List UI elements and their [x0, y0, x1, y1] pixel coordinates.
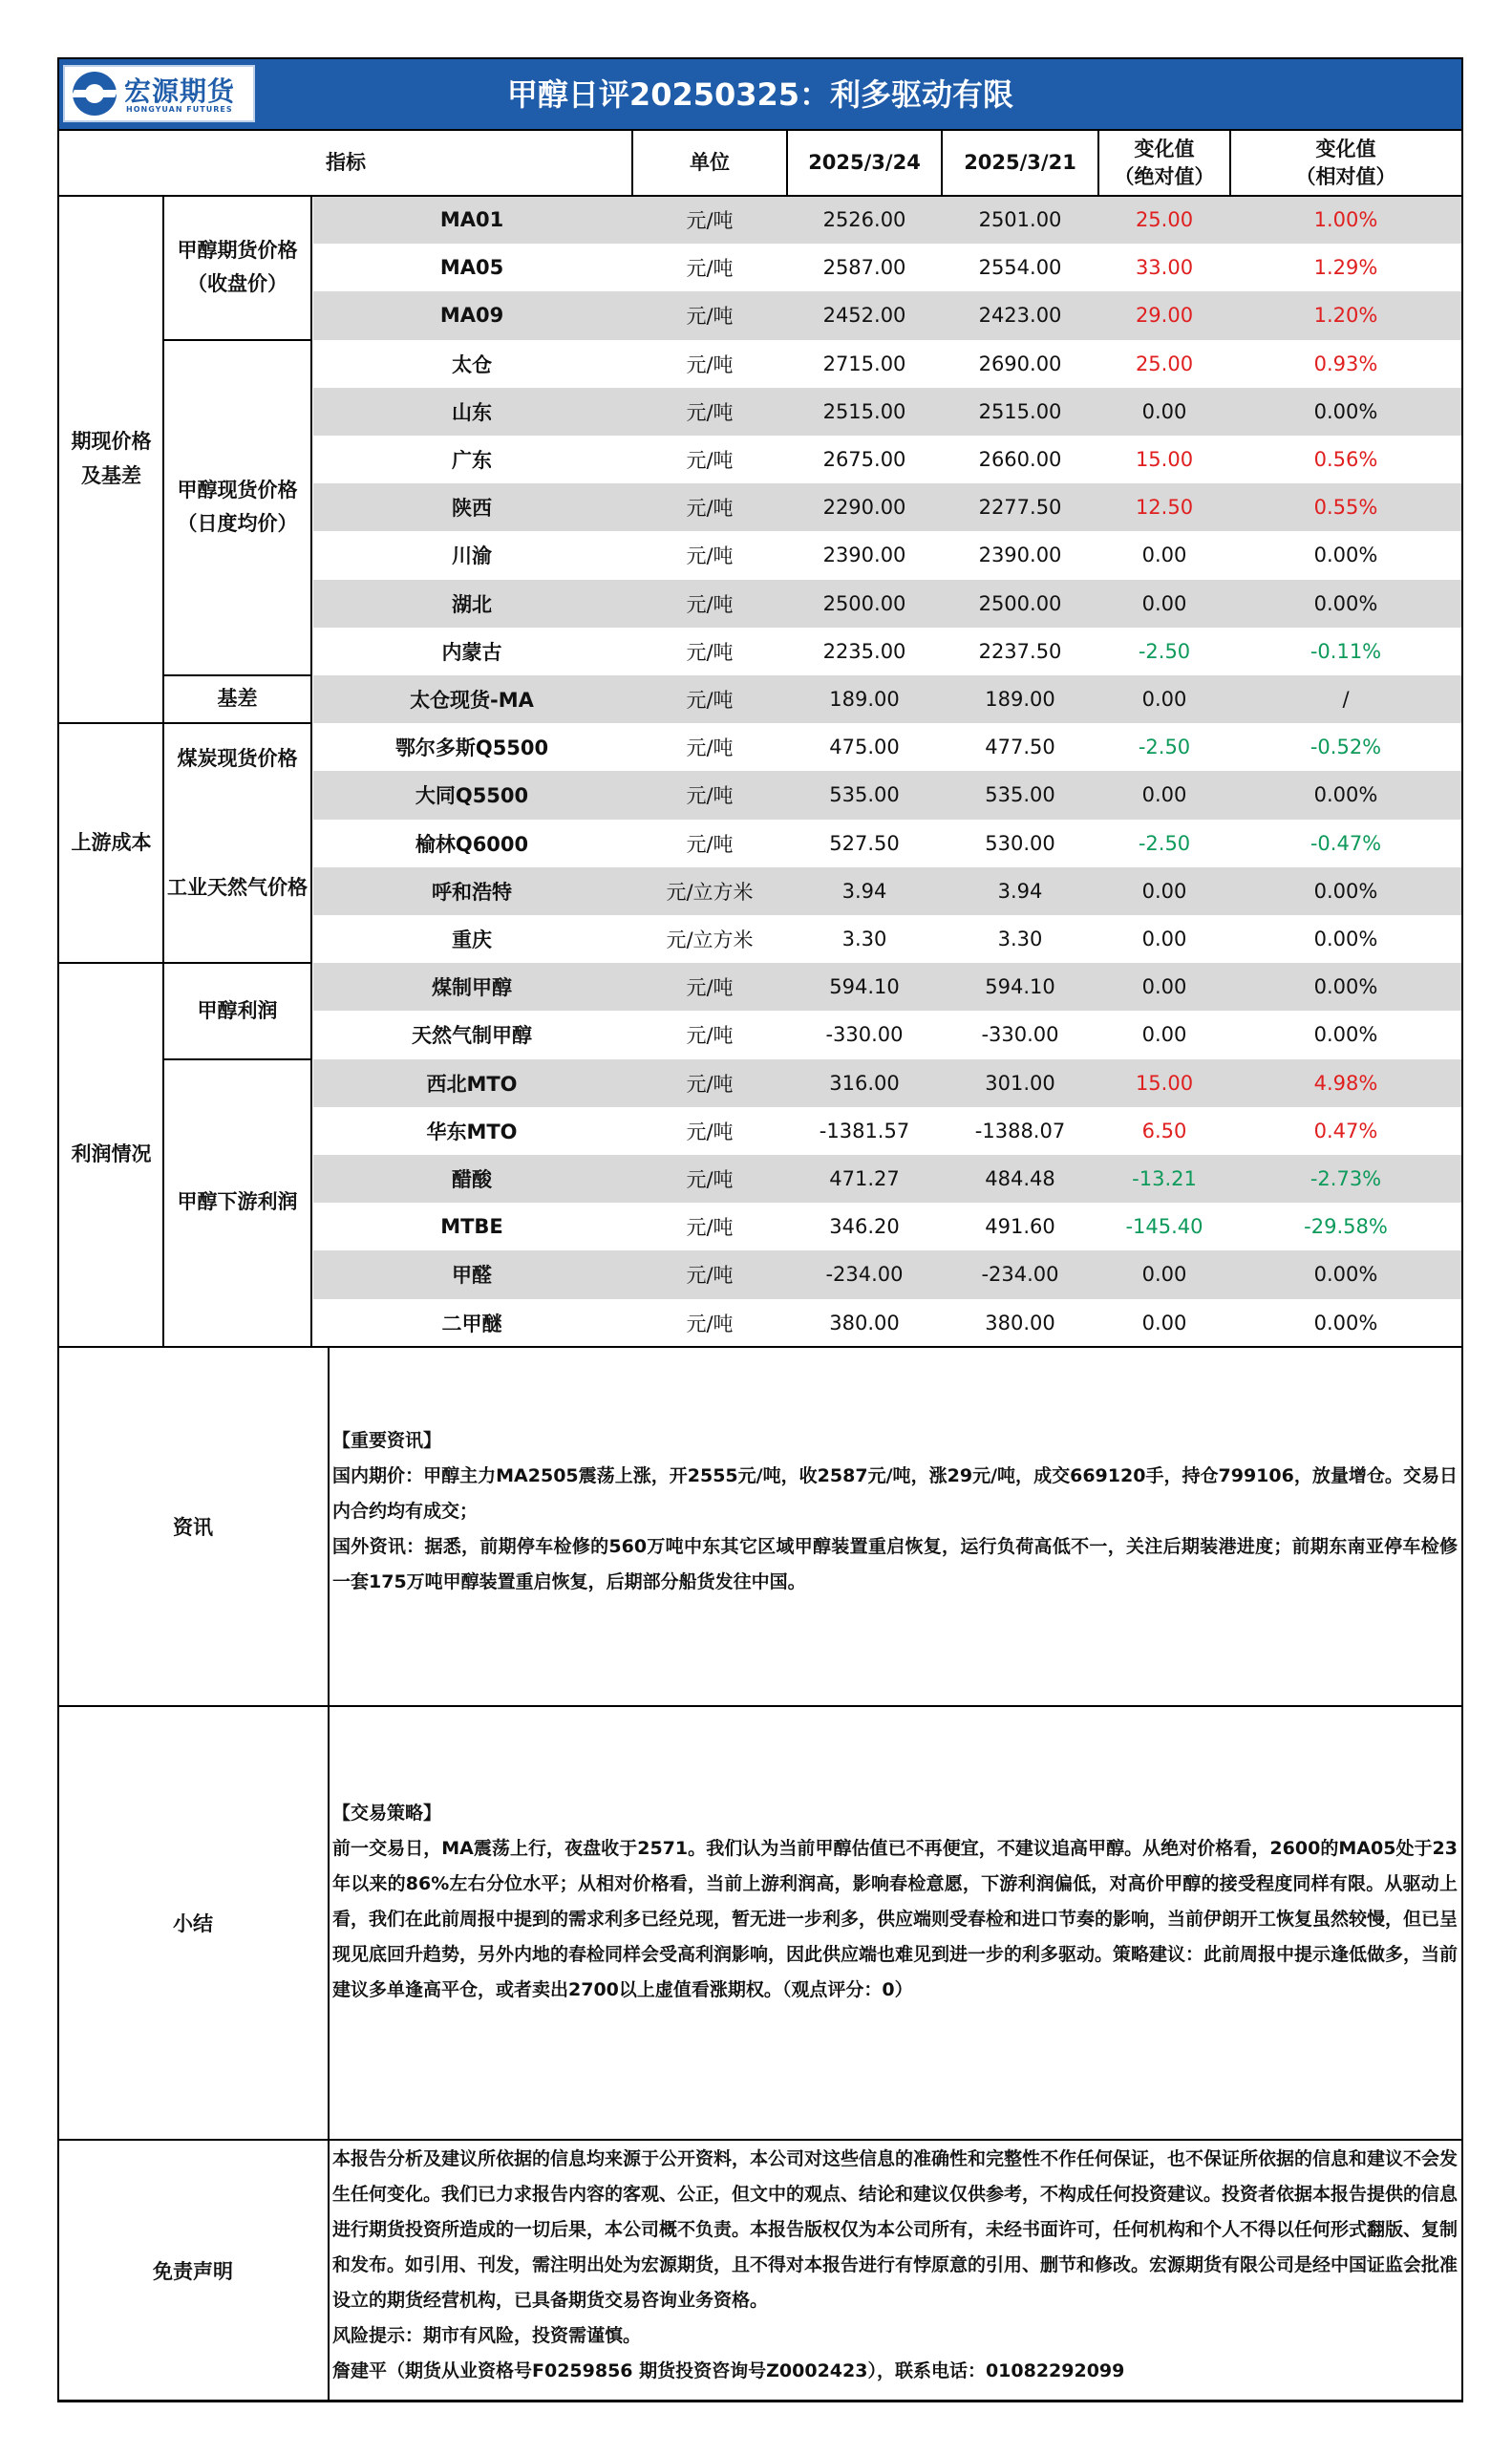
rel-change-cell: -0.11%	[1310, 639, 1382, 663]
rel-change-cell: 1.20%	[1313, 304, 1378, 328]
author-contact: 詹建平（期货从业资格号F0259856 期货投资咨询号Z0002423），联系电话：01082292099	[332, 2360, 1125, 2381]
abs-change-cell: 15.00	[1135, 1071, 1194, 1095]
subgroup-methanol-profit: 甲醇利润	[197, 998, 278, 1022]
row-label: 呼和浩特	[432, 880, 512, 904]
abs-change-cell: 0.00	[1141, 928, 1187, 951]
value-date2: 2423.00	[978, 304, 1062, 328]
news-heading: 【重要资讯】	[332, 1429, 442, 1451]
abs-change-cell: 0.00	[1141, 544, 1187, 567]
abs-change-cell: 0.00	[1141, 688, 1187, 712]
value-date1: 2587.00	[822, 256, 906, 280]
unit-cell: 元/吨	[686, 1024, 734, 1048]
news-domestic: 国内期价：甲醇主力MA2505震荡上涨，开2555元/吨，收2587元/吨，涨29元/吨，成交669120手，持仓799106，放量增仓。交易日内合约均有成交；	[332, 1464, 1458, 1522]
unit-cell: 元/吨	[686, 400, 734, 424]
value-date1: 3.94	[841, 879, 887, 903]
report-sheet	[57, 57, 1463, 2402]
value-date2: 2277.50	[978, 496, 1062, 520]
value-date1: 471.27	[829, 1167, 900, 1191]
group-price-basis: 期现价格 及基差	[71, 430, 152, 488]
unit-cell: 元/吨	[686, 784, 734, 808]
value-date1: 2715.00	[822, 352, 906, 375]
summary-heading: 【交易策略】	[332, 1803, 442, 1824]
value-date2: 535.00	[985, 783, 1055, 807]
rel-change-cell: -0.47%	[1310, 831, 1382, 855]
logo-subtext: HONGYUAN FUTURES	[126, 105, 233, 114]
value-date1: 380.00	[829, 1311, 900, 1334]
unit-cell: 元/吨	[686, 1216, 734, 1240]
abs-change-cell: 0.00	[1141, 879, 1187, 903]
row-label: 西北MTO	[426, 1072, 518, 1096]
risk-warning: 风险提示：期市有风险，投资需谨慎。	[332, 2325, 642, 2346]
row-label: 内蒙古	[441, 640, 502, 664]
rel-change-cell: 0.00%	[1313, 783, 1378, 807]
unit-cell: 元/吨	[686, 976, 734, 1000]
abs-change-cell: 0.00	[1141, 1263, 1187, 1287]
value-date2: 2501.00	[978, 208, 1062, 232]
rel-change-cell: -0.52%	[1310, 736, 1382, 759]
grid-line	[163, 1058, 311, 1060]
abs-change-cell: 12.50	[1135, 496, 1194, 520]
abs-change-cell: 0.00	[1141, 783, 1187, 807]
rel-change-cell: /	[1342, 688, 1350, 712]
value-date2: 301.00	[985, 1071, 1055, 1095]
subgroup-downstream-profit: 甲醇下游利润	[177, 1190, 298, 1214]
value-date2: 380.00	[985, 1311, 1055, 1334]
rel-change-cell: 1.00%	[1313, 208, 1378, 232]
group-upstream-cost: 上游成本	[71, 830, 152, 854]
summary-text: 前一交易日，MA震荡上行，夜盘收于2571。我们认为当前甲醇估值已不再便宜，不建议追高甲醇。从绝对价格看，2600的MA05处于23年以来的86%左右分位水平；从相对价格看，当前上游利润高，影响春检意愿，下游利润偏低，对高价甲醇的接受程度同样有限。从驱动上看，我们在此前周报中提到的需求利多已经兑现，暂无进一步利多，供应端则受春检和进口节奏的影响，当前伊朗开工恢复虽然较慢，但已呈现见底回升趋势，另外内地的春检同样会受高利润影响，因此供应端也难见到进一步的利多驱动。策略建议：此前周报中提示逢低做多，当前建议多单逢高平仓，或者卖出2700以上虚值看涨期权。（观点评分：0）	[332, 1838, 1459, 2000]
unit-cell: 元/立方米	[666, 929, 754, 952]
subgroup-basis: 基差	[217, 687, 258, 711]
rel-change-cell: 0.55%	[1313, 496, 1378, 520]
row-label: MTBE	[440, 1215, 503, 1239]
col-header-date2: 2025/3/21	[964, 151, 1076, 175]
unit-cell: 元/吨	[686, 544, 734, 568]
unit-cell: 元/吨	[686, 449, 734, 473]
value-date1: 189.00	[829, 688, 900, 712]
col-header-abs-change: 变化值 （绝对值）	[1114, 138, 1215, 188]
value-date2: 2690.00	[978, 352, 1062, 375]
abs-change-cell: 6.50	[1141, 1119, 1187, 1142]
logo-text: 宏源期货	[124, 75, 236, 107]
value-date1: 535.00	[829, 783, 900, 807]
rel-change-cell: 0.00%	[1313, 544, 1378, 567]
unit-cell: 元/吨	[686, 1312, 734, 1335]
rel-change-cell: 0.00%	[1313, 591, 1378, 615]
summary-content	[329, 1796, 1461, 2008]
value-date1: 594.10	[829, 975, 900, 999]
grid-line	[1097, 130, 1099, 196]
unit-cell: 元/吨	[686, 736, 734, 760]
abs-change-cell: -13.21	[1132, 1167, 1197, 1191]
rel-change-cell: -29.58%	[1304, 1215, 1388, 1239]
value-date1: 2235.00	[822, 639, 906, 663]
rel-change-cell: 0.93%	[1313, 352, 1378, 375]
rel-change-cell: 0.00%	[1313, 928, 1378, 951]
section-summary-label: 小结	[173, 1912, 213, 1935]
unit-cell: 元/吨	[686, 352, 734, 376]
unit-cell: 元/吨	[686, 1168, 734, 1192]
value-date2: 491.60	[985, 1215, 1055, 1239]
rel-change-cell: 0.00%	[1313, 879, 1378, 903]
disclaimer-text: 本报告分析及建议所依据的信息均来源于公开资料，本公司对这些信息的准确性和完整性不作任何保证，也不保证所依据的信息和建议不会发生任何变化。我们已力求报告内容的客观、公正，但文中的观点、结论和建议仅供参考，不构成任何投资建议。投资者依据本报告提供的信息进行期货投资所造成的一切后果，本公司概不负责。本报告版权仅为本公司所有，未经书面许可，任何机构和个人不得以任何形式翻版、复制和发布。如引用、刊发，需注明出处为宏源期货，且不得对本报告进行有悖原意的引用、删节和修改。宏源期货有限公司是经中国证监会批准设立的期货经营机构，已具备期货交易咨询业务资格。	[332, 2148, 1459, 2311]
rel-change-cell: 0.00%	[1313, 1311, 1378, 1334]
grid-line	[631, 130, 633, 196]
col-header-date1: 2025/3/24	[808, 151, 921, 175]
value-date1: 475.00	[829, 736, 900, 759]
rel-change-cell: 1.29%	[1313, 256, 1378, 280]
abs-change-cell: 0.00	[1141, 1023, 1187, 1047]
subgroup-futures-price: 甲醇期货价格 （收盘价）	[177, 238, 298, 296]
col-header-indicator: 指标	[326, 151, 366, 175]
grid-line	[59, 195, 1461, 197]
value-date1: -1381.57	[819, 1119, 910, 1142]
row-label: MA05	[439, 256, 504, 280]
abs-change-cell: 0.00	[1141, 591, 1187, 615]
abs-change-cell: -2.50	[1138, 831, 1191, 855]
row-label: 二甲醚	[441, 1312, 502, 1335]
grid-line	[786, 130, 788, 196]
row-label: 陕西	[452, 497, 492, 521]
abs-change-cell: 0.00	[1141, 1311, 1187, 1334]
value-date2: 484.48	[985, 1167, 1055, 1191]
value-date2: 530.00	[985, 831, 1055, 855]
abs-change-cell: -145.40	[1125, 1215, 1203, 1239]
value-date1: 2452.00	[822, 304, 906, 328]
unit-cell: 元/吨	[686, 305, 734, 329]
abs-change-cell: 33.00	[1135, 256, 1194, 280]
grid-line	[163, 722, 311, 724]
row-label: 鄂尔多斯Q5500	[394, 736, 549, 760]
rel-change-cell: 0.56%	[1313, 448, 1378, 472]
rel-change-cell: -2.73%	[1310, 1167, 1382, 1191]
unit-cell: 元/吨	[686, 592, 734, 616]
row-label: 天然气制甲醇	[412, 1024, 532, 1048]
subgroup-gas-price: 工业天然气价格	[167, 876, 308, 900]
value-date1: 2675.00	[822, 448, 906, 472]
abs-change-cell: 15.00	[1135, 448, 1194, 472]
row-label: 湖北	[452, 592, 492, 616]
value-date2: 2515.00	[978, 399, 1062, 423]
abs-change-cell: 0.00	[1141, 399, 1187, 423]
grid-line	[162, 196, 164, 1347]
value-date1: 346.20	[829, 1215, 900, 1239]
unit-cell: 元/吨	[686, 640, 734, 664]
grid-line	[163, 962, 311, 964]
rel-change-cell: 4.98%	[1313, 1071, 1378, 1095]
col-header-unit: 单位	[690, 151, 730, 175]
group-profit: 利润情况	[71, 1142, 152, 1166]
value-date1: 2515.00	[822, 399, 906, 423]
rel-change-cell: 0.00%	[1313, 399, 1378, 423]
row-label: 华东MTO	[426, 1120, 518, 1143]
value-date1: 2290.00	[822, 496, 906, 520]
abs-change-cell: -2.50	[1138, 736, 1191, 759]
value-date1: 2526.00	[822, 208, 906, 232]
value-date1: -234.00	[825, 1263, 904, 1287]
news-content	[329, 1423, 1461, 1600]
grid-line	[59, 129, 1461, 131]
value-date1: 2500.00	[822, 591, 906, 615]
value-date2: -1388.07	[974, 1119, 1066, 1142]
subgroup-spot-price: 甲醇现货价格 （日度均价）	[177, 478, 298, 536]
report-header-bar	[59, 59, 1461, 130]
unit-cell: 元/立方米	[666, 880, 754, 904]
row-label: 大同Q5500	[415, 784, 529, 808]
value-date2: 2554.00	[978, 256, 1062, 280]
row-label: 煤制甲醇	[432, 976, 512, 1000]
abs-change-cell: 25.00	[1135, 208, 1194, 232]
row-label: 太仓	[452, 352, 492, 376]
unit-cell: 元/吨	[686, 689, 734, 713]
rel-change-cell: 0.00%	[1313, 1263, 1378, 1287]
value-date2: 189.00	[985, 688, 1055, 712]
rel-change-cell: 0.00%	[1313, 1023, 1378, 1047]
section-news-label: 资讯	[173, 1515, 213, 1539]
grid-line	[163, 674, 311, 676]
subgroup-coal-price: 煤炭现货价格	[177, 746, 298, 770]
value-date2: -330.00	[981, 1023, 1059, 1047]
value-date1: 316.00	[829, 1071, 900, 1095]
section-disclaimer-label: 免责声明	[153, 2259, 233, 2283]
row-label: 醋酸	[452, 1168, 492, 1192]
value-date2: 2390.00	[978, 544, 1062, 567]
unit-cell: 元/吨	[686, 1072, 734, 1096]
unit-cell: 元/吨	[686, 497, 734, 521]
row-label: 山东	[452, 400, 492, 424]
report-title: 甲醇日评20250325：利多驱动有限	[506, 76, 1014, 113]
value-date2: 2500.00	[978, 591, 1062, 615]
row-label: MA09	[439, 304, 504, 328]
value-date2: 477.50	[985, 736, 1055, 759]
value-date1: 2390.00	[822, 544, 906, 567]
rel-change-cell: 0.47%	[1313, 1119, 1378, 1142]
value-date2: 2237.50	[978, 639, 1062, 663]
row-label: 川渝	[452, 544, 492, 568]
grid-line	[163, 339, 311, 341]
row-label: 甲醛	[452, 1264, 492, 1288]
unit-cell: 元/吨	[686, 1264, 734, 1288]
row-label: 太仓现货-MA	[410, 689, 534, 713]
unit-cell: 元/吨	[686, 832, 734, 856]
value-date2: 3.94	[997, 879, 1043, 903]
value-date2: 594.10	[985, 975, 1055, 999]
unit-cell: 元/吨	[686, 209, 734, 233]
value-date1: -330.00	[825, 1023, 904, 1047]
value-date1: 3.30	[841, 928, 887, 951]
unit-cell: 元/吨	[686, 1120, 734, 1143]
unit-cell: 元/吨	[686, 257, 734, 281]
row-label: 重庆	[452, 929, 492, 952]
row-label: MA01	[439, 208, 504, 232]
value-date1: 527.50	[829, 831, 900, 855]
grid-line	[310, 196, 312, 1347]
abs-change-cell: 25.00	[1135, 352, 1194, 375]
abs-change-cell: 29.00	[1135, 304, 1194, 328]
col-header-rel-change: 变化值 （相对值）	[1295, 138, 1396, 188]
value-date2: 2660.00	[978, 448, 1062, 472]
row-label: 榆林Q6000	[415, 832, 529, 856]
row-label: 广东	[452, 449, 492, 473]
rel-change-cell: 0.00%	[1313, 975, 1378, 999]
disclaimer-content	[329, 2142, 1461, 2389]
abs-change-cell: 0.00	[1141, 975, 1187, 999]
value-date2: 3.30	[997, 928, 1043, 951]
value-date2: -234.00	[981, 1263, 1059, 1287]
abs-change-cell: -2.50	[1138, 639, 1191, 663]
grid-line	[1229, 130, 1231, 196]
grid-line	[941, 130, 943, 196]
news-foreign: 国外资讯：据悉，前期停车检修的560万吨中东其它区域甲醇装置重启恢复，运行负荷高低不一，关注后期装港进度；前期东南亚停车检修一套175万吨甲醇装置重启恢复，后期部分船货发往中国。	[332, 1535, 1458, 1592]
